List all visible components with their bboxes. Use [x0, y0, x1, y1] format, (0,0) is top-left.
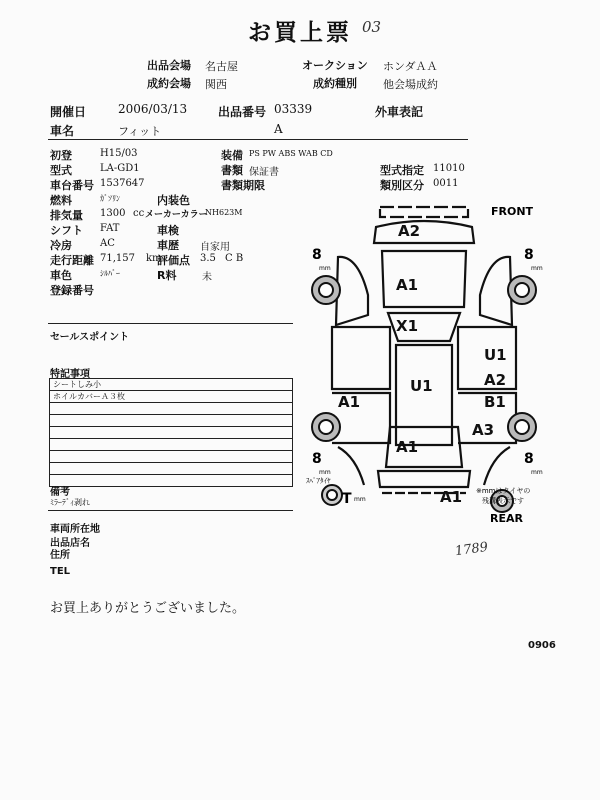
documents-value: 保証書 — [249, 167, 279, 178]
lot-label: 出品番号 — [218, 105, 267, 119]
mark-trunk: A1 — [396, 438, 419, 456]
note-cell — [50, 451, 293, 463]
auction-label: オークション — [302, 59, 368, 72]
handwritten-number: 03 — [362, 18, 382, 36]
mark-right-quarter: B1 — [484, 393, 506, 411]
tire-unit-fr: mm — [531, 265, 543, 272]
auction-value: ホンダＡＡ — [383, 60, 438, 73]
mark-right-front-door: U1 — [484, 346, 507, 364]
mark-top: A2 — [398, 222, 421, 240]
thanks-text: お買上ありがとうございました。 — [50, 601, 246, 616]
venue-label: 出品会場 — [147, 59, 191, 72]
front-label: FRONT — [491, 205, 534, 218]
mark-rear-bumper: A1 — [440, 488, 463, 506]
chassis-value: 1537647 — [100, 178, 145, 189]
class-label: 類別区分 — [380, 179, 424, 192]
inspection-label: 車検 — [157, 224, 179, 237]
rear-label: REAR — [490, 512, 523, 525]
table-row — [50, 439, 293, 451]
r-label: R料 — [157, 269, 177, 282]
r-value: 未 — [202, 272, 212, 283]
tire-depth-fr: 8 — [524, 247, 534, 263]
mark-windshield: X1 — [396, 317, 419, 335]
registration-label: 登録番号 — [50, 284, 94, 297]
table-row — [50, 475, 293, 487]
shift-value: FAT — [100, 223, 120, 234]
doc-period-label: 書類期限 — [221, 179, 265, 192]
lot-value: 03339 — [274, 102, 313, 116]
handwritten-bottom: 1789 — [454, 539, 489, 560]
date-label: 開催日 — [50, 105, 87, 119]
displacement-label: 排気量 — [50, 209, 83, 222]
car-damage-diagram — [298, 195, 556, 525]
name-label: 車名 — [50, 124, 75, 138]
chassis-label: 車台番号 — [50, 179, 94, 192]
tire-unit-fl: mm — [319, 265, 331, 272]
displacement-value: 1300 — [100, 208, 126, 219]
foreign-label: 外車表記 — [375, 105, 424, 119]
mark-left-side: A1 — [338, 393, 361, 411]
note-cell — [50, 439, 293, 451]
table-row — [50, 391, 293, 403]
ac-value: AC — [100, 238, 115, 249]
contract-type-value: 他会場成約 — [383, 78, 438, 91]
table-row — [50, 463, 293, 475]
mark-right-rear-wheel: A3 — [472, 421, 495, 439]
spare-label: ｽﾍﾟｱﾀｲﾔ — [306, 477, 331, 485]
color-value: ｼﾙﾊﾞｰ — [100, 269, 120, 278]
tire-note-line2: 残溝表示です — [482, 497, 524, 505]
table-row — [50, 427, 293, 439]
tire-depth-rr: 8 — [524, 451, 534, 467]
type-designation-value: 11010 — [433, 163, 465, 174]
special-notes-table — [49, 378, 293, 487]
note-cell — [50, 463, 293, 475]
contract-venue-label: 成約会場 — [147, 77, 191, 90]
store-label: 出品店名 — [50, 538, 90, 549]
first-reg-value: H15/03 — [100, 148, 138, 159]
mileage-value: 71,157 — [100, 253, 135, 264]
special-notes-label: 特記事項 — [50, 369, 90, 380]
spare-mark: T — [342, 491, 352, 507]
history-value: 自家用 — [200, 242, 230, 253]
tire-unit-rl: mm — [319, 469, 331, 476]
table-row — [50, 415, 293, 427]
note-cell — [50, 415, 293, 427]
class-value: 0011 — [433, 178, 459, 189]
color-label: 車色 — [50, 269, 72, 282]
displacement-unit: cc — [133, 208, 145, 219]
note-cell: ホイルカバーＡ３枚 — [50, 391, 293, 403]
rating-label: 評価点 — [157, 254, 190, 267]
venue-value: 名古屋 — [205, 60, 238, 73]
documents-label: 書類 — [221, 164, 243, 177]
grade-value: A — [274, 122, 283, 136]
equipment-label: 装備 — [221, 149, 243, 162]
location-label: 車両所在地 — [50, 524, 100, 535]
name-value: フィット — [118, 125, 162, 138]
maker-color-value: NH623M — [205, 208, 243, 217]
tire-depth-fl: 8 — [312, 247, 322, 263]
mark-roof: U1 — [410, 377, 433, 395]
tire-depth-rl: 8 — [312, 451, 322, 467]
date-value: 2006/03/13 — [118, 102, 188, 116]
page-title: お買上票 — [248, 20, 352, 46]
note-cell: シートしみ小 — [50, 379, 293, 391]
model-value: LA-GD1 — [100, 163, 140, 174]
fuel-value: ｶﾞｿﾘﾝ — [100, 194, 120, 203]
rating-extra: C B — [225, 253, 244, 264]
mark-hood: A1 — [396, 276, 419, 294]
tire-unit-rr: mm — [531, 469, 543, 476]
shift-label: シフト — [50, 224, 83, 237]
mark-right-rear-door: A2 — [484, 371, 507, 389]
type-designation-label: 型式指定 — [380, 164, 424, 177]
ac-label: 冷房 — [50, 239, 72, 252]
mileage-unit: km — [146, 253, 162, 264]
damage-marks — [338, 222, 507, 506]
remarks-value: ﾐﾗｰﾃﾞｨ剥れ — [50, 498, 90, 507]
tire-note-line1: ※mmはタイヤの — [476, 487, 531, 495]
mileage-label: 走行距離 — [50, 254, 94, 267]
table-row — [50, 379, 293, 391]
table-row — [50, 403, 293, 415]
address-label: 住所 — [50, 550, 70, 561]
contract-type-label: 成約種別 — [313, 77, 357, 90]
maker-color-label: メーカーカラー — [145, 210, 208, 220]
note-cell — [50, 427, 293, 439]
table-row — [50, 451, 293, 463]
sales-points-label: セールスポイント — [50, 332, 130, 343]
page-code: 0906 — [528, 640, 556, 651]
rating-value: 3.5 — [200, 253, 216, 264]
equipment-value: PS PW ABS WAB CD — [249, 149, 333, 158]
tel-label: TEL — [50, 566, 71, 577]
history-label: 車歴 — [157, 239, 179, 252]
first-reg-label: 初登 — [50, 149, 72, 162]
spare-unit: mm — [354, 496, 366, 503]
note-cell — [50, 475, 293, 487]
interior-label: 内装色 — [157, 194, 190, 207]
fuel-label: 燃料 — [50, 194, 72, 207]
note-cell — [50, 403, 293, 415]
model-label: 型式 — [50, 164, 72, 177]
remarks-label: 備考 — [50, 487, 70, 498]
contract-venue-value: 関西 — [205, 78, 227, 91]
